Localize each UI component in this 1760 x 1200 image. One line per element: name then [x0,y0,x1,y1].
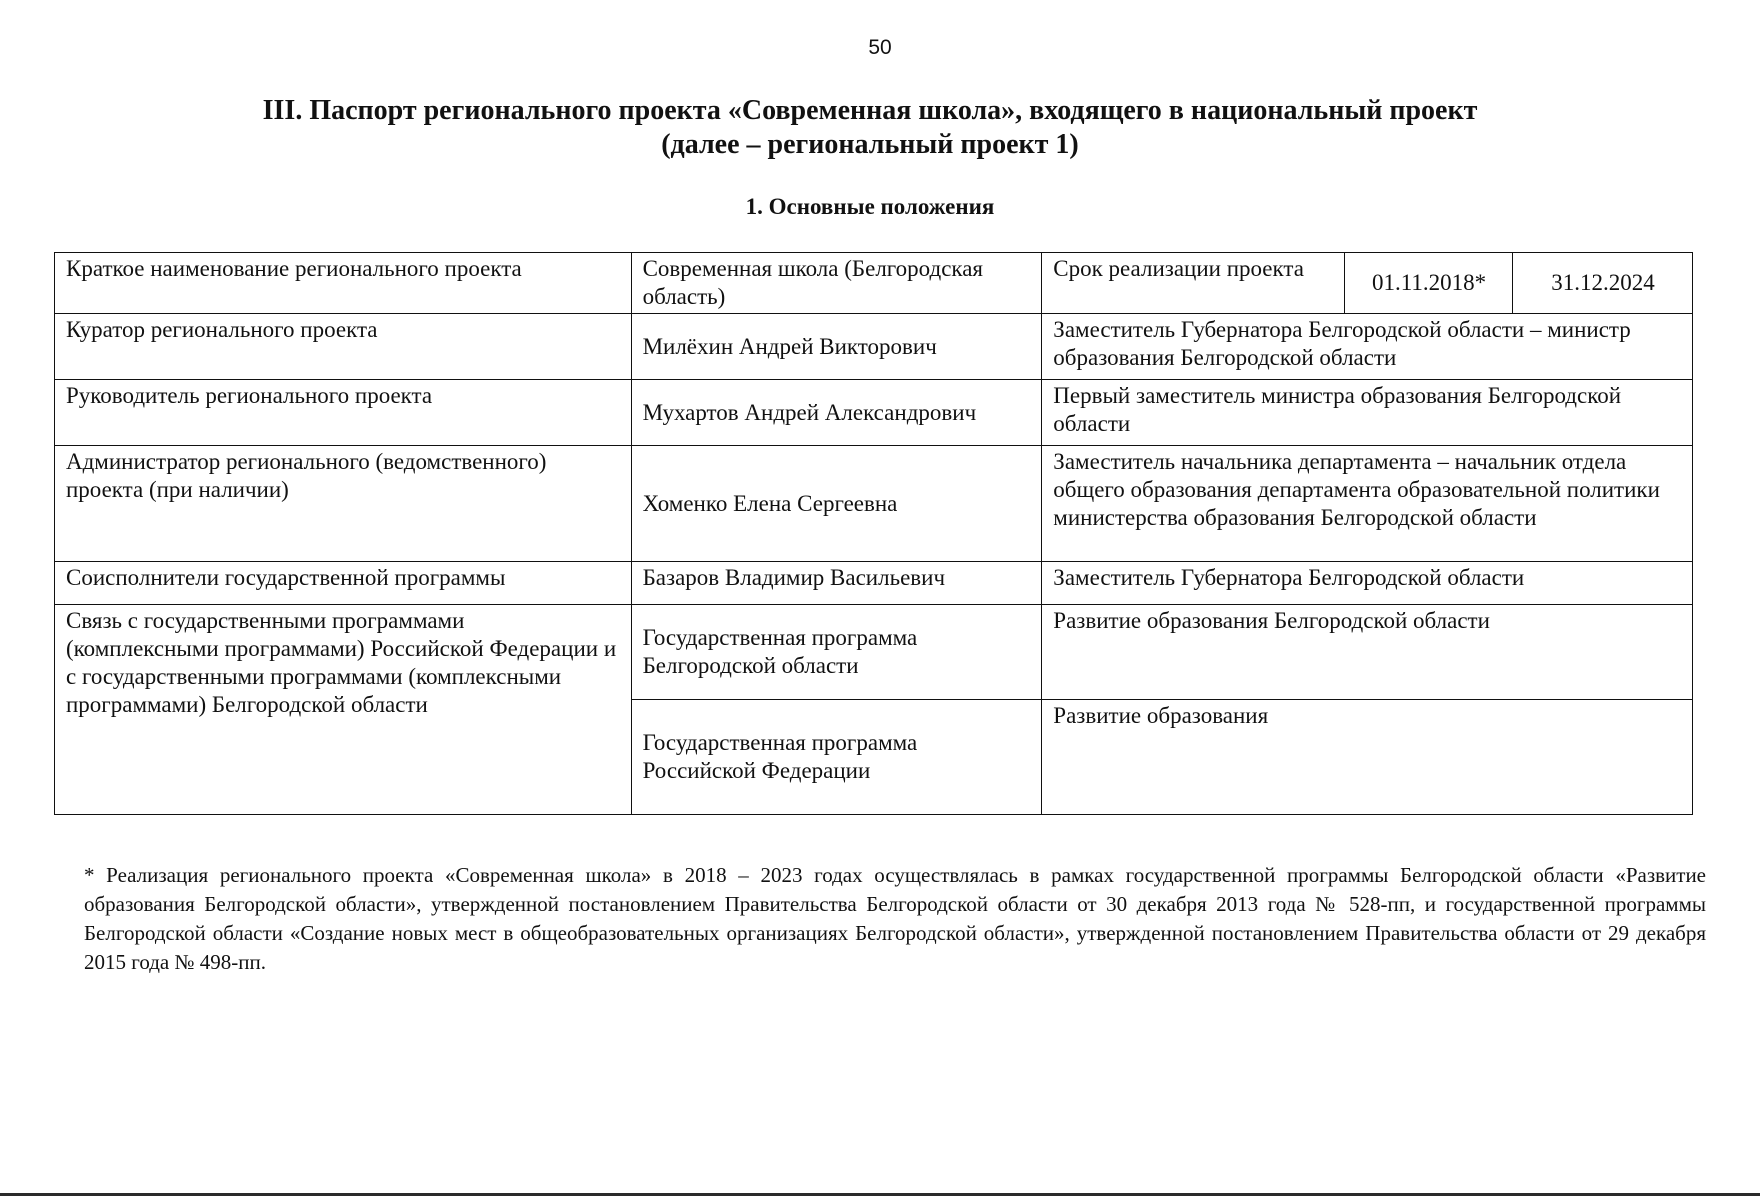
start-date: 01.11.2018* [1345,253,1513,314]
table-row-administrator [55,446,1693,562]
coexecutors-position: Заместитель Губернатора Белгородской области [1042,562,1693,605]
administrator-person: Хоменко Елена Сергеевна [631,446,1042,562]
bottom-divider [0,1193,1760,1196]
curator-position: Заместитель Губернатора Белгородской области – министр образования Белгородской области [1042,314,1693,380]
program2-name: Развитие образования [1042,700,1693,815]
table-row-curator [55,314,1693,380]
head-position: Первый заместитель министра образования Белгородской области [1042,380,1693,446]
program2-type: Государственная программа Российской Федерации [631,700,1042,815]
head-person: Мухартов Андрей Александрович [631,380,1042,446]
table-row-short-name [55,253,1693,314]
table-row-programs-1 [55,605,1693,700]
head-label: Руководитель регионального проекта [55,380,632,446]
page-title [0,94,1740,162]
programs-label: Связь с государственными программами (комплексными программами) Российской Федерации и с государственными программами (комплексными программами) Белгородской области [55,605,632,815]
program1-type: Государственная программа Белгородской области [631,605,1042,700]
passport-table [54,252,1693,815]
coexecutors-person: Базаров Владимир Васильевич [631,562,1042,605]
page-number: 50 [868,36,892,59]
curator-person: Милёхин Андрей Викторович [631,314,1042,380]
title-line-1: III. Паспорт регионального проекта «Современная школа», входящего в национальный проект [262,95,1478,126]
table-row-coexecutors [55,562,1693,605]
table-row-head [55,380,1693,446]
administrator-position: Заместитель начальника департамента – начальник отдела общего образования департамента образовательной политики министерства образования Белгородской области [1042,446,1693,562]
coexecutors-label: Соисполнители государственной программы [55,562,632,605]
section-title: 1. Основные положения [745,194,995,219]
term-label: Срок реализации проекта [1042,253,1345,314]
administrator-label: Администратор регионального (ведомственного) проекта (при наличии) [55,446,632,562]
program1-name: Развитие образования Белгородской области [1042,605,1693,700]
footnote: * Реализация регионального проекта «Современная школа» в 2018 – 2023 годах осуществлялась в рамках государственной программы Белгородской области «Развитие образования Белгородской области», утвержденной постановлением Правительства Белгородской области от 30 декабря 2013 года № 528-пп, и государственной программы Белгородской области «Создание новых мест в общеобразовательных организациях Белгородской области», утвержденной постановлением Правительства области от 29 декабря 2015 года № 498-пп. [84,863,1706,974]
short-name-value: Современная школа (Белгородская область) [631,253,1042,314]
title-line-2: (далее – региональный проект 1) [661,129,1079,160]
curator-label: Куратор регионального проекта [55,314,632,380]
short-name-label: Краткое наименование регионального проекта [55,253,632,314]
end-date: 31.12.2024 [1513,253,1693,314]
